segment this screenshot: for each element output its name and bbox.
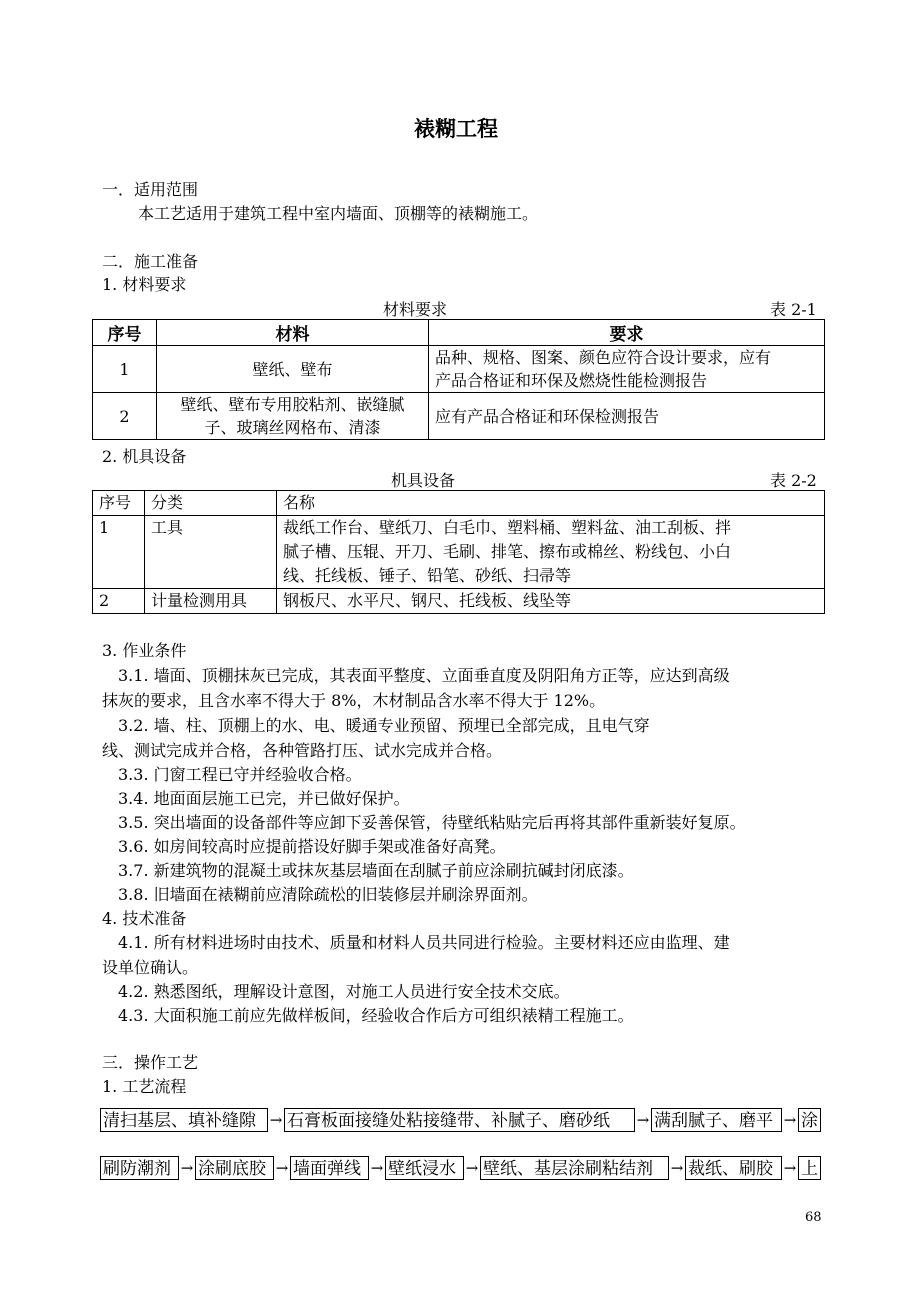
row-number: 2 xyxy=(93,589,145,614)
flow-step: 壁纸浸水 xyxy=(385,1156,464,1180)
flow-step: 壁纸、基层涂刷粘结剂 xyxy=(480,1156,669,1180)
table-row xyxy=(93,589,825,614)
condition-line: 3.1. 墙面、顶棚抹灰已完成，其表面平整度、立面垂直度及阴阳角方正等，应达到高级 xyxy=(118,666,730,685)
flow-step: 裁纸、刷胶 xyxy=(685,1156,782,1180)
flow-step: 清扫基层、填补缝隙 xyxy=(100,1108,268,1132)
table-header: 材料 xyxy=(157,320,429,346)
flow-step: 涂刷底胶 xyxy=(195,1156,274,1180)
table-header: 序号 xyxy=(93,491,145,516)
table-header: 序号 xyxy=(93,320,157,346)
page-number: 68 xyxy=(805,1210,822,1225)
section-1-heading: 一．适用范围 xyxy=(102,180,199,199)
flow-step: 墙面弹线 xyxy=(290,1156,369,1180)
table-header: 要求 xyxy=(429,320,825,346)
material-line: 子、玻璃丝网格布、清漆 xyxy=(204,418,381,437)
table-header-row xyxy=(93,491,825,516)
name-line: 线、托线板、锤子、铅笔、砂纸、扫帚等 xyxy=(283,566,572,585)
table-header: 名称 xyxy=(277,491,825,516)
table-header: 分类 xyxy=(145,491,277,516)
material-line: 壁纸、壁布专用胶粘剂、嵌缝腻 xyxy=(180,395,405,414)
tech-line: 4.3. 大面积施工前应先做样板间，经验收合作后方可组织裱精工程施工。 xyxy=(118,1006,634,1025)
category-cell: 计量检测用具 xyxy=(145,589,277,614)
subsection-conditions: 3. 作业条件 xyxy=(102,641,187,660)
tech-line: 4.2. 熟悉图纸，理解设计意图，对施工人员进行安全技术交底。 xyxy=(118,982,570,1001)
table1-caption: 材料要求 xyxy=(383,300,448,319)
requirement-line: 品种、规格、图案、颜色应符合设计要求，应有 xyxy=(435,348,772,367)
flow-step: 涂 xyxy=(798,1108,821,1132)
flow-step: 刷防潮剂 xyxy=(100,1156,179,1180)
name-line: 裁纸工作台、壁纸刀、白毛巾、塑料桶、塑料盆、油工刮板、拌 xyxy=(283,518,732,537)
flow-arrow: → xyxy=(269,1111,283,1129)
equipment-table xyxy=(92,490,825,614)
material-cell xyxy=(157,393,429,440)
flow-arrow: → xyxy=(636,1111,650,1129)
table-header-row xyxy=(93,320,825,346)
name-cell xyxy=(277,516,825,589)
condition-line: 3.7. 新建筑物的混凝土或抹灰基层墙面在刮腻子前应涂刷抗碱封闭底漆。 xyxy=(118,861,634,880)
condition-line: 3.3. 门窗工程已守并经验收合格。 xyxy=(118,765,362,784)
section-1-text: 本工艺适用于建筑工程中室内墙面、顶棚等的裱糊施工。 xyxy=(138,204,539,223)
condition-line: 3.4. 地面面层施工已完，并已做好保护。 xyxy=(118,789,410,808)
condition-line: 3.2. 墙、柱、顶棚上的水、电、暖通专业预留、预埋已全部完成，且电气穿 xyxy=(118,716,650,735)
material-cell: 壁纸、壁布 xyxy=(157,346,429,393)
flow-step: 满刮腻子、磨平 xyxy=(651,1108,782,1132)
subsection-materials: 1. 材料要求 xyxy=(102,275,187,294)
flow-arrow: → xyxy=(670,1159,684,1177)
flow-arrow: → xyxy=(370,1159,384,1177)
condition-line: 抹灰的要求，且含水率不得大于 8%，木材制品含水率不得大于 12%。 xyxy=(102,691,606,710)
row-number: 1 xyxy=(93,346,157,393)
flow-arrow: → xyxy=(465,1159,479,1177)
condition-line: 3.8. 旧墙面在裱糊前应清除疏松的旧装修层并刷涂界面剂。 xyxy=(118,885,538,904)
requirement-line: 产品合格证和环保及燃烧性能检测报告 xyxy=(435,371,708,390)
table2-code: 表 2-2 xyxy=(770,471,817,490)
page-title: 裱糊工程 xyxy=(414,117,498,141)
flow-arrow: → xyxy=(180,1159,194,1177)
flow-arrow: → xyxy=(783,1159,797,1177)
tech-line: 4.1. 所有材料进场时由技术、质量和材料人员共同进行检验。主要材料还应由监理、建 xyxy=(118,933,730,952)
subsection-process-flow: 1. 工艺流程 xyxy=(102,1077,187,1096)
subsection-equipment: 2. 机具设备 xyxy=(102,447,187,466)
materials-table xyxy=(92,319,825,440)
flow-step: 上 xyxy=(798,1156,821,1180)
category-cell: 工具 xyxy=(145,516,277,589)
tech-line: 设单位确认。 xyxy=(102,958,199,977)
table-row xyxy=(93,346,825,393)
table2-caption: 机具设备 xyxy=(391,471,456,490)
section-3-heading: 三．操作工艺 xyxy=(102,1053,199,1072)
row-number: 1 xyxy=(93,516,145,589)
requirement-cell xyxy=(429,346,825,393)
table1-code: 表 2-1 xyxy=(770,300,817,319)
requirement-cell: 应有产品合格证和环保检测报告 xyxy=(429,393,825,440)
row-number: 2 xyxy=(93,393,157,440)
section-2-heading: 二．施工准备 xyxy=(102,252,199,271)
condition-line: 3.6. 如房间较高时应提前搭设好脚手架或准备好高凳。 xyxy=(118,837,506,856)
flow-arrow: → xyxy=(275,1159,289,1177)
condition-line: 3.5. 突出墙面的设备部件等应卸下妥善保管，待壁纸粘贴完后再将其部件重新装好复原。 xyxy=(118,813,746,832)
name-cell: 钢板尺、水平尺、钢尺、托线板、线坠等 xyxy=(277,589,825,614)
subsection-tech-prep: 4. 技术准备 xyxy=(102,909,187,928)
flow-arrow: → xyxy=(783,1111,797,1129)
table-row xyxy=(93,516,825,589)
condition-line: 线、测试完成并合格，各种管路打压、试水完成并合格。 xyxy=(102,741,503,760)
name-line: 腻子槽、压辊、开刀、毛刷、排笔、擦布或棉丝、粉线包、小白 xyxy=(283,542,732,561)
table-row xyxy=(93,393,825,440)
flow-step: 石膏板面接缝处粘接缝带、补腻子、磨砂纸 xyxy=(284,1108,635,1132)
